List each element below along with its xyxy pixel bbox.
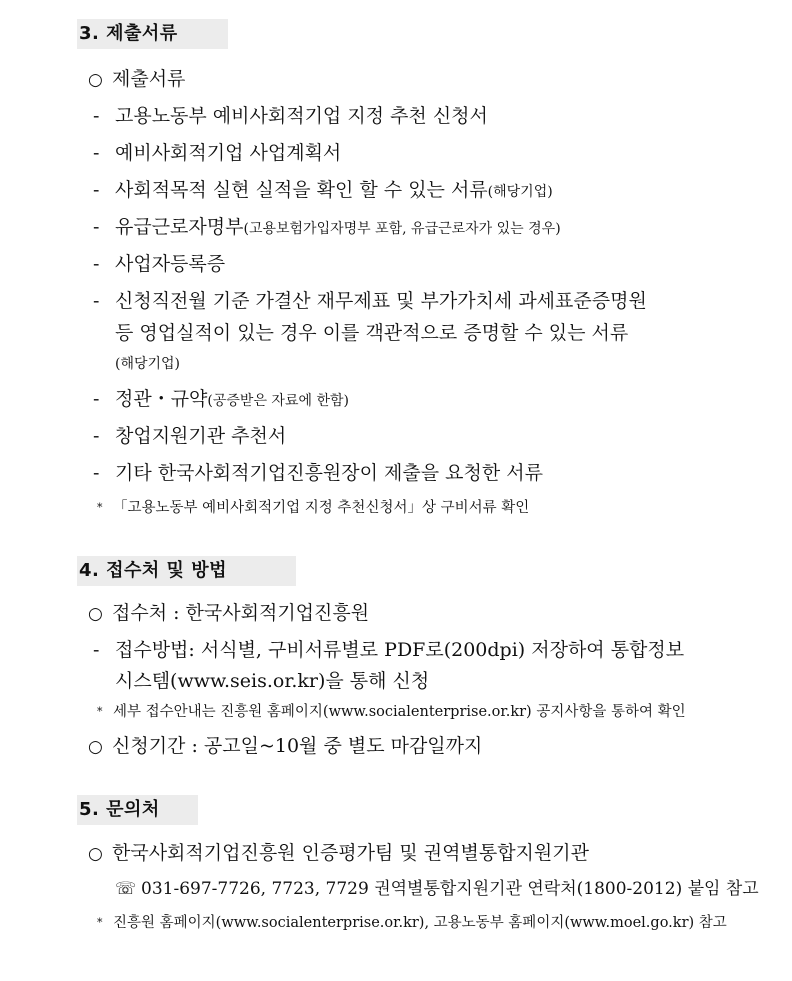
- dash-item-recommendation: - 창업지원기관 추천서: [93, 425, 287, 447]
- section-4-title: 4. 접수처 및 방법: [77, 556, 296, 586]
- dash-bullet: -: [93, 216, 100, 238]
- circle-bullet-icon: ○: [88, 737, 103, 757]
- asterisk-icon: *: [97, 916, 103, 929]
- submission-method-line2: 시스템(www.seis.or.kr)을 통해 신청: [115, 670, 430, 692]
- dash-bullet: -: [93, 290, 100, 312]
- financial-statements-line2: 등 영업실적이 있는 경우 이를 객관적으로 증명할 수 있는 서류: [115, 322, 629, 344]
- dash-bullet: -: [93, 179, 100, 201]
- dash-item-employee-list: - 유급근로자명부(고용보험가입자명부 포함, 유급근로자가 있는 경우): [93, 216, 561, 238]
- note-section-5: * 진흥원 홈페이지(www.socialenterprise.or.kr), 고용노동부 홈페이지(www.moel.go.kr) 참고: [97, 915, 727, 931]
- phone-line: ☏ 031-697-7726, 7723, 7729 권역별통합지원기관 연락처(1800-2012) 붙임 참고: [115, 879, 759, 899]
- section-3-title: 3. 제출서류: [77, 19, 228, 49]
- circle-bullet-icon: ○: [88, 604, 103, 624]
- dash-bullet: -: [93, 142, 100, 164]
- dash-item-financial-statements: - 신청직전월 기준 가결산 재무제표 및 부가가치세 과세표준증명원: [93, 290, 647, 312]
- phone-icon: ☏: [115, 879, 137, 899]
- dash-bullet: -: [93, 105, 100, 127]
- dash-bullet: -: [93, 253, 100, 275]
- asterisk-icon: *: [97, 705, 103, 718]
- dash-bullet: -: [93, 462, 100, 484]
- circle-bullet-icon: ○: [88, 70, 103, 90]
- dash-item-other-documents: - 기타 한국사회적기업진흥원장이 제출을 요청한 서류: [93, 462, 543, 484]
- circle-item-period: ○ 신청기간 : 공고일~10월 중 별도 마감일까지: [88, 735, 483, 757]
- dash-bullet: -: [93, 639, 100, 661]
- dash-item-social-purpose: - 사회적목적 실현 실적을 확인 할 수 있는 서류(해당기업): [93, 179, 553, 201]
- note-section-3: * 「고용노동부 예비사회적기업 지정 추천신청서」상 구비서류 확인: [97, 500, 530, 516]
- circle-item-contact: ○ 한국사회적기업진흥원 인증평가팀 및 권역별통합지원기관: [88, 842, 589, 864]
- dash-bullet: -: [93, 388, 100, 410]
- dash-item-articles: - 정관・규약(공증받은 자료에 한함): [93, 388, 349, 410]
- circle-bullet-icon: ○: [88, 844, 103, 864]
- dash-item-business-plan: - 예비사회적기업 사업계획서: [93, 142, 342, 164]
- dash-bullet: -: [93, 425, 100, 447]
- section-5-title: 5. 문의처: [77, 795, 198, 825]
- dash-item-application-form: - 고용노동부 예비사회적기업 지정 추천 신청서: [93, 105, 488, 127]
- dash-item-submission-method: - 접수방법: 서식별, 구비서류별로 PDF로(200dpi) 저장하여 통합정보: [93, 639, 685, 661]
- asterisk-icon: *: [97, 501, 103, 514]
- financial-statements-line3: (해당기업): [115, 356, 181, 372]
- circle-item-reception: ○ 접수처 : 한국사회적기업진흥원: [88, 602, 370, 624]
- circle-item-documents: ○ 제출서류: [88, 68, 186, 90]
- dash-item-business-registration: - 사업자등록증: [93, 253, 226, 275]
- note-section-4: * 세부 접수안내는 진흥원 홈페이지(www.socialenterprise.or.kr) 공지사항을 통하여 확인: [97, 704, 686, 720]
